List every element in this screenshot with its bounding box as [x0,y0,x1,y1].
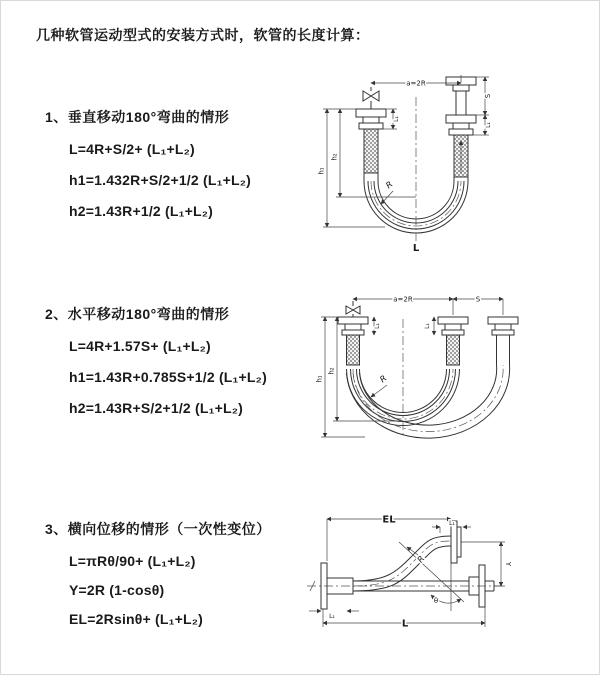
formula-h2: h2=1.43R+S/2+1/2 (L₁+L₂) [69,400,244,416]
dim-label-y: Y [504,561,512,567]
dim-label-h2: h₂ [327,367,336,375]
formula-h1: h1=1.43R+0.785S+1/2 (L₁+L₂) [69,369,267,385]
formula-length: L=4R+S/2+ (L₁+L₂) [69,141,195,157]
valve-icon [363,91,379,101]
valve-icon [346,306,360,314]
dim-label-h1: h₁ [315,375,324,383]
length-label: L [412,243,420,254]
centerline [307,581,506,591]
radius-label: R [415,554,428,566]
radius-callout [371,374,389,397]
dimension-l1-mid [424,317,434,335]
dimension-a2r [353,296,453,316]
dim-label-l1: L₁ [485,122,492,128]
dim-label-l1: L₁ [424,323,431,329]
left-pipe-flange [338,301,368,365]
radius-label: R [384,179,396,192]
dim-label-s: S [475,295,481,304]
dim-label-l1: L₁ [449,520,455,527]
top-right-flange [451,521,461,563]
right-pipe-flange-moved [488,317,518,365]
dim-label-s: S [484,93,492,99]
formula-y: Y=2R (1-cosθ) [69,582,165,598]
dimension-l1-bottom [309,611,359,620]
dim-label-el: EL [382,514,396,526]
dim-label-l1: L₁ [374,323,381,329]
formula-el: EL=2Rsinθ+ (L₁+L₂) [69,611,204,627]
formula-h2: h2=1.43R+1/2 (L₁+L₂) [69,203,214,219]
page-title: 几种软管运动型式的安装方式时，软管的长度计算： [36,27,370,43]
diagram-lateral-displacement [301,507,561,647]
section-3 [45,519,271,641]
dimension-el [327,515,451,562]
dimension-s [476,77,492,115]
dim-label-a2r: a=2R [406,79,426,88]
diagram-vertical-bend [313,69,529,255]
section-2-heading: 2、水平移动180°弯曲的情形 [45,306,230,322]
section-1-heading: 1、垂直移动180°弯曲的情形 [45,109,230,125]
radius-callout [407,547,427,565]
formula-length: L=πRθ/90+ (L₁+L₂) [69,553,196,569]
dim-label-l1: L₁ [329,613,335,620]
section-1 [45,107,251,235]
hose-u-bend-moved [347,365,510,438]
right-pipe-flange [446,77,476,181]
dim-label-h2: h₂ [330,153,339,161]
formula-length: L=4R+1.57S+ (L₁+L₂) [69,338,211,354]
dim-label-h1: h₁ [317,167,326,175]
dim-label-l: L [401,618,409,630]
hose-displaced-curve [353,536,451,591]
section-3-heading: 3、横向位移的情形（一次性变位） [45,521,271,537]
formula-h1: h1=1.432R+S/2+1/2 (L₁+L₂) [69,172,251,188]
dim-label-a2r: a=2R [393,295,413,304]
dimension-l1-left [374,317,381,335]
dim-label-l1: L₁ [393,116,400,122]
dimension-s [453,296,503,316]
middle-pipe-flange [438,317,468,365]
radius-label: R [378,373,390,386]
diagram-horizontal-bend [313,287,543,455]
dimension-l [323,607,485,630]
section-2 [45,304,267,432]
angle-label: θ [433,597,439,605]
left-pipe-flange [356,87,386,181]
